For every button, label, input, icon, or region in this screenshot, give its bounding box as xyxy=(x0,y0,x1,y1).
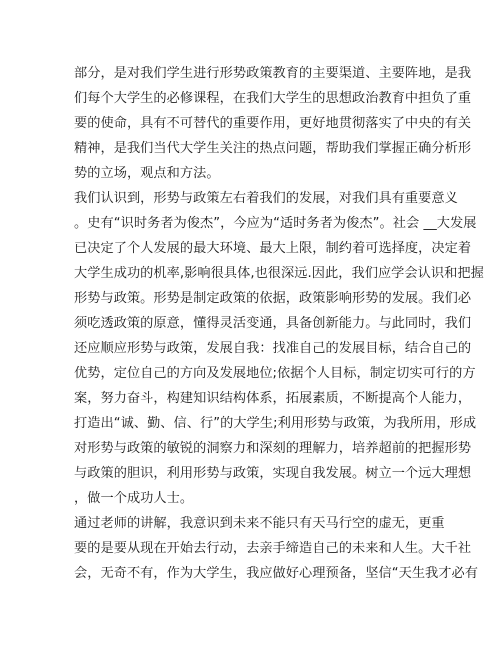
text-line: 还应顺应形势与政策，发展自我：找准自己的发展目标，结合自己的 xyxy=(74,341,472,356)
text-line: 案，努力奋斗，构建知识结构体系，拓展素质，不断提高个人能力， xyxy=(74,391,472,406)
text-line: ，做一个成功人士。 xyxy=(74,491,194,506)
text-line: 要的使命，具有不可替代的重要作用，更好地贯彻落实了中央的有关 xyxy=(74,116,472,131)
text-line: 须吃透政策的原意，懂得灵活变通，具备创新能力。与此同时，我们 xyxy=(74,316,472,331)
text-line: 们每个大学生的必修课程，在我们大学生的思想政治教育中担负了重 xyxy=(74,91,472,106)
text-line: 已决定了个人发展的最大环境、最大上限，制约着可选择度，决定着 xyxy=(74,241,472,256)
text-line: 势的立场，观点和方法。 xyxy=(74,166,220,181)
text-line: 要的是要从现在开始去行动，去亲手缔造自己的未来和人生。大千社 xyxy=(74,541,472,556)
text-line: 会，无奇不有，作为大学生，我应做好心理预备，坚信“天生我才必有 xyxy=(74,566,479,581)
text-line: 大学生成功的机率,影响很具体,也很深远.因此，我们应学会认识和把握 xyxy=(74,266,484,281)
text-line: 部分，是对我们学生进行形势政策教育的主要渠道、主要阵地，是我 xyxy=(74,66,472,81)
text-line: 通过老师的讲解，我意识到未来不能只有天马行空的虚无，更重 xyxy=(74,516,445,531)
text-line: 。史有“识时务者为俊杰”，今应为“适时务者为俊杰”。社会 __大发展 xyxy=(74,216,477,231)
text-line: 与政策的胆识，利用形势与政策，实现自我发展。树立一个远大理想 xyxy=(74,466,472,481)
text-line: 精神，是我们当代大学生关注的热点问题，帮助我们掌握正确分析形 xyxy=(74,141,472,156)
text-line: 优势，定位自己的方向及发展地位;依据个人目标，制定切实可行的方 xyxy=(74,366,476,381)
text-line: 形势与政策。形势是制定政策的依据，政策影响形势的发展。我们必 xyxy=(74,291,472,306)
text-line: 打造出“诚、勤、信、行”的大学生;利用形势与政策，为我所用，形成 xyxy=(74,416,477,431)
text-line: 对形势与政策的敏锐的洞察力和深刻的理解力，培养超前的把握形势 xyxy=(74,441,472,456)
text-line: 我们认识到，形势与政策左右着我们的发展，对我们具有重要意义 xyxy=(74,191,458,206)
